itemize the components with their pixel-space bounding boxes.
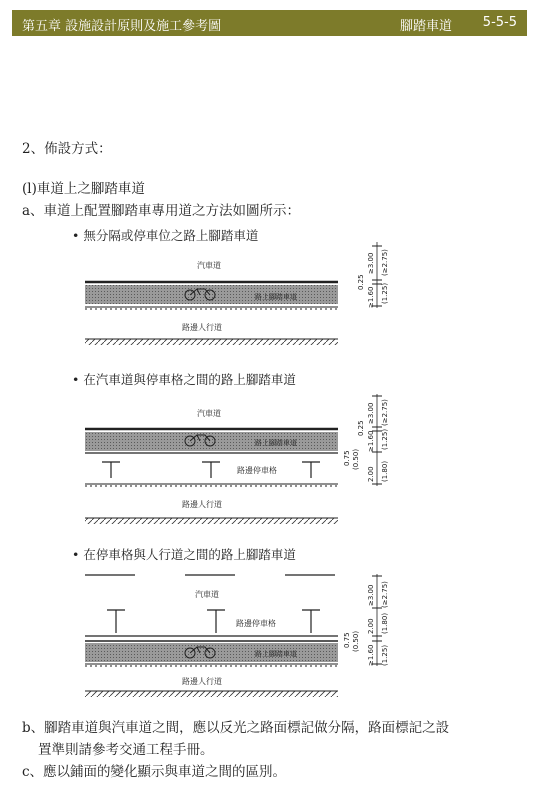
section-title: 腳踏車道 (400, 19, 453, 34)
diagram-3-caption: • 在停車格與人行道之間的路上腳踏車道 (72, 547, 296, 562)
dim-label: 0.25 (357, 274, 365, 290)
dim-label: 2.00 (367, 618, 375, 634)
diagram-1-caption: • 無分隔或停車位之路上腳踏車道 (72, 228, 259, 243)
item-b-text-line1: b、腳踏車道與汽車道之間，應以反光之路面標記做分隔，路面標記之設 (22, 720, 450, 736)
parking-label: 路邊停車格 (237, 466, 277, 475)
diagram-2 (80, 394, 425, 530)
dim-label: (0.50) (352, 630, 360, 652)
car-lane-label: 汽車道 (197, 409, 221, 418)
dim-label: ≥1.60 (367, 286, 375, 308)
bike-lane-label: 路上腳踏車道 (255, 650, 297, 658)
dim-label: 0.75 (343, 450, 351, 466)
parking-stall-markers (107, 610, 320, 633)
dim-label: (1.80) (381, 460, 389, 482)
dim-label: ≥3.00 (367, 252, 375, 274)
dim-label: (0.50) (352, 448, 360, 470)
ground-hatch (85, 339, 338, 345)
page-number: 5-5-5 (482, 15, 517, 30)
sidewalk-label: 路邊人行道 (182, 500, 222, 509)
dim-label: 0.75 (343, 632, 351, 648)
bike-lane-label: 路上腳踏車道 (255, 293, 297, 301)
dim-label: ≥3.00 (367, 402, 375, 424)
subsection-heading: (l)車道上之腳踏車道 (22, 181, 145, 197)
item-c-text: c、應以鋪面的變化顯示與車道之間的區別。 (22, 764, 287, 780)
item-a-text: a、車道上配置腳踏車專用道之方法如圖所示： (22, 203, 301, 219)
sidewalk-label: 路邊人行道 (182, 677, 222, 686)
dim-label: (1.25) (381, 282, 389, 304)
car-lane-label: 汽車道 (197, 261, 221, 270)
dim-label: 0.25 (357, 420, 365, 436)
dim-label: (1.25) (381, 644, 389, 666)
item-b-text-line2: 置準則請參考交通工程手冊。 (38, 742, 214, 758)
dim-label: (1.80) (381, 612, 389, 634)
sidewalk-label: 路邊人行道 (182, 323, 222, 332)
section-heading: 2、佈設方式： (22, 141, 112, 157)
dim-label: (≥2.75) (381, 249, 389, 276)
dim-label: (≥2.75) (381, 581, 389, 608)
ground-hatch (85, 518, 338, 524)
dim-label: ≥3.00 (367, 584, 375, 606)
parking-stall-markers (102, 462, 320, 478)
bike-lane-surface (85, 643, 338, 662)
bike-lane-surface (85, 285, 338, 304)
diagram-2-caption: • 在汽車道與停車格之間的路上腳踏車道 (72, 372, 296, 387)
bike-lane-surface (85, 432, 338, 451)
page-header (12, 10, 527, 36)
dim-label: ≥1.60 (367, 644, 375, 666)
ground-hatch (85, 691, 338, 697)
diagram-1 (80, 240, 425, 350)
bike-lane-label: 路上腳踏車道 (255, 439, 297, 447)
dim-label: 2.00 (367, 466, 375, 482)
dim-label: (≥2.75) (381, 399, 389, 426)
parking-label: 路邊停車格 (236, 619, 276, 628)
dim-label: (1.25) (381, 428, 389, 450)
diagram-3 (80, 570, 425, 700)
car-lane-label: 汽車道 (195, 590, 219, 599)
dim-label: ≥1.60 (367, 430, 375, 452)
chapter-title: 第五章 設施設計原則及施工參考圖 (22, 19, 222, 34)
